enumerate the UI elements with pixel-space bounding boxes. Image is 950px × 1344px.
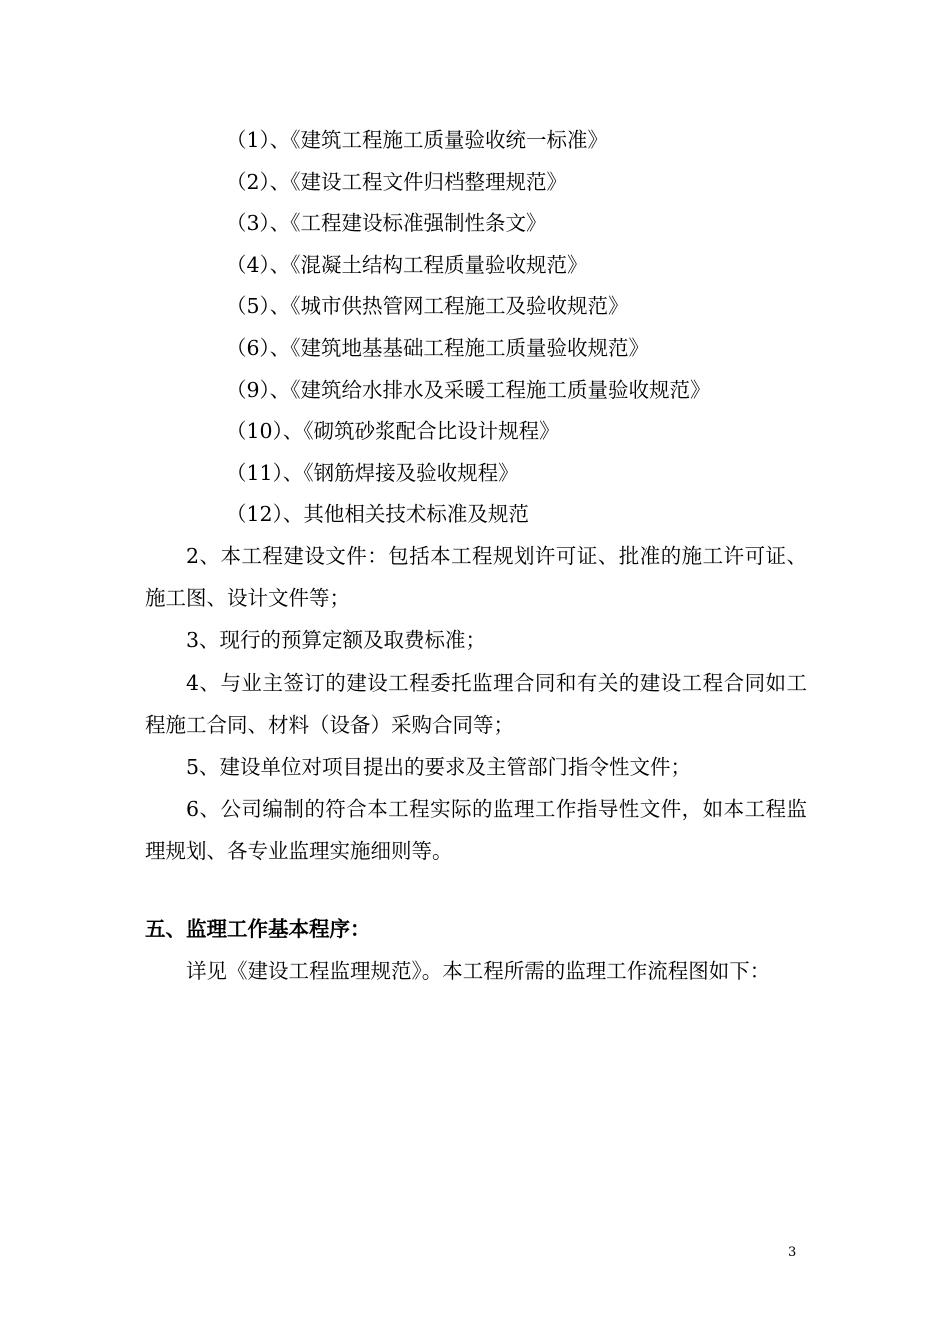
standard-item: （9）、《建筑给水排水及采暖工程施工质量验收规范》 — [226, 377, 711, 402]
standard-item: （2）、《建设工程文件归档整理规范》 — [226, 169, 568, 194]
section-body — [145, 950, 807, 992]
paragraph: 4、与业主签订的建设工程委托监理合同和有关的建设工程合同如工程施工合同、材料（设备）采购合同等； — [145, 670, 807, 737]
standard-item: （4）、《混凝土结构工程质量验收规范》 — [226, 252, 588, 277]
paragraph: 2、本工程建设文件：包括本工程规划许可证、批准的施工许可证、施工图、设计文件等； — [145, 544, 807, 611]
standard-item: （10）、《砌筑砂浆配合比设计规程》 — [226, 419, 560, 444]
standard-item: （12）、其他相关技术标准及规范 — [226, 502, 529, 527]
paragraph: 3、现行的预算定额及取费标准； — [186, 628, 487, 653]
standards-list — [226, 120, 711, 536]
paragraph: 6、公司编制的符合本工程实际的监理工作指导性文件，如本工程监理规划、各专业监理实施细则等。 — [145, 797, 807, 864]
standard-item: （1）、《建筑工程施工质量验收统一标准》 — [226, 128, 609, 152]
page-number: 3 — [788, 1245, 797, 1260]
standard-item: （5）、《城市供热管网工程施工及验收规范》 — [226, 294, 629, 319]
standard-item: （11）、《钢筋焊接及验收规程》 — [226, 460, 519, 485]
standard-item: （6）、《建筑地基基础工程施工质量验收规范》 — [226, 335, 650, 360]
basis-paragraphs — [145, 535, 807, 873]
paragraph: 5、建设单位对项目提出的要求及主管部门指令性文件； — [186, 755, 692, 780]
section-heading: 五、监理工作基本程序： — [145, 917, 371, 941]
paragraph: 详见《建设工程监理规范》。本工程所需的监理工作流程图如下： — [186, 959, 771, 983]
standard-item: （3）、《工程建设标准强制性条文》 — [226, 211, 547, 236]
